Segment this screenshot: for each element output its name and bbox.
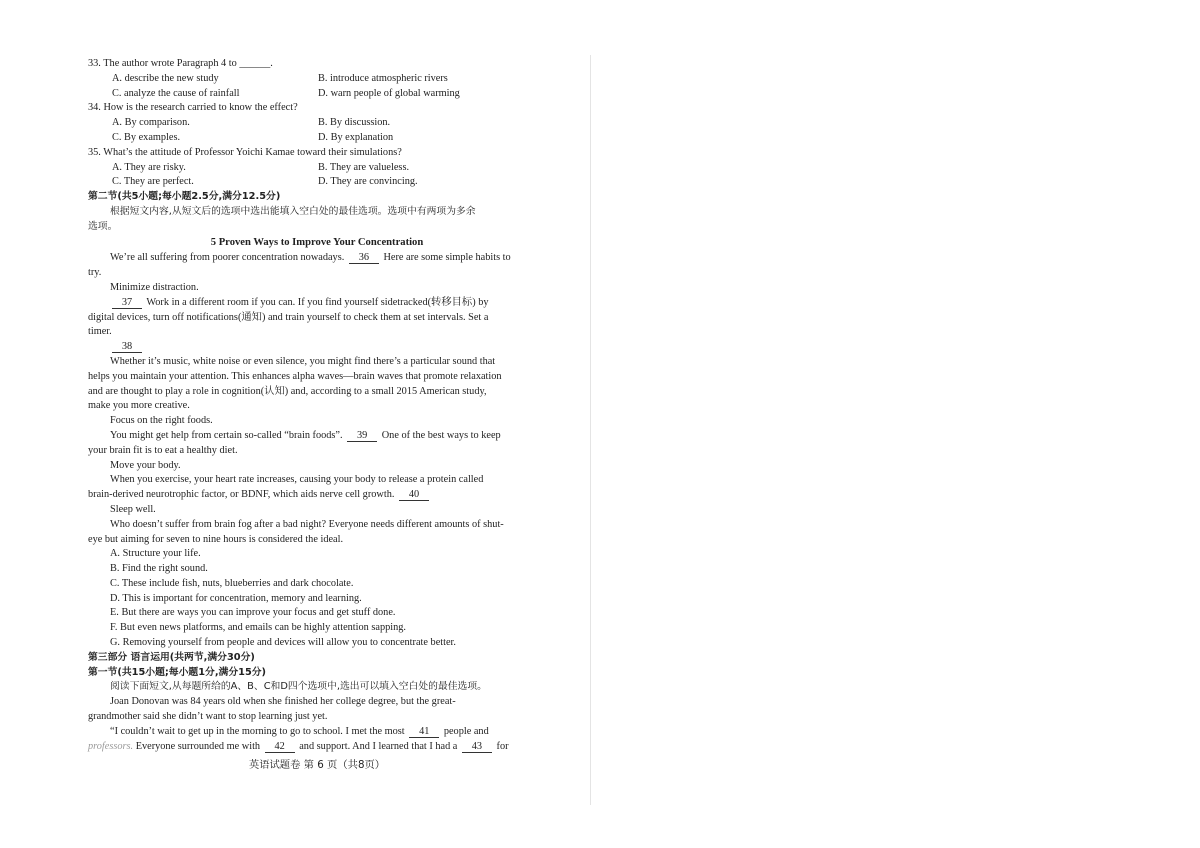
cloze-paragraph-2-cont <box>88 740 546 755</box>
option-d: D. This is important for concentration, memory and learning. <box>110 592 362 604</box>
option-f: F. But even news platforms, and emails can be highly attention sapping. <box>110 622 407 634</box>
cloze-paragraph-1: Joan Donovan was 84 years old when she finished her college degree, but the great- <box>110 696 456 708</box>
paragraph-3: Whether it’s music, white noise or even silence, you might find there’s a particular sound that <box>110 355 496 367</box>
paragraph-2 <box>88 296 546 311</box>
blank-37: 37 <box>112 297 142 309</box>
paragraph-2-end: timer. <box>88 326 112 338</box>
option-c: C. These include fish, nuts, blueberries and dark chocolate. <box>110 577 354 589</box>
question-34-options-row2 <box>88 131 546 146</box>
paragraph-text: We’re all suffering from poorer concentration nowadays. <box>110 252 345 264</box>
subheading-minimize: Minimize distraction. <box>110 281 199 293</box>
option-e: E. But there are ways you can improve your focus and get stuff done. <box>110 607 396 619</box>
question-35-options-row1 <box>88 161 546 176</box>
cloze-paragraph-2 <box>88 725 546 740</box>
part3-instructions: 阅读下面短文,从每题所给的A、B、C和D四个选项中,选出可以填入空白处的最佳选项。 <box>110 681 487 693</box>
question-33-options-row1 <box>88 72 546 87</box>
paragraph-text: Everyone surrounded me with <box>135 740 261 752</box>
option-b: B. By discussion. <box>318 117 391 129</box>
blank-41: 41 <box>409 726 439 738</box>
subheading-foods: Focus on the right foods. <box>110 415 213 427</box>
section2-instructions-cont: 选项。 <box>88 220 118 232</box>
paragraph-text: One of the best ways to keep <box>381 429 501 441</box>
option-d: D. By explanation <box>318 131 394 143</box>
blank-40: 40 <box>399 489 429 501</box>
blank-42: 42 <box>265 741 295 753</box>
option-g: G. Removing yourself from people and devices will allow you to concentrate better. <box>110 637 456 649</box>
option-c: C. They are perfect. <box>112 176 194 188</box>
passage-title: 5 Proven Ways to Improve Your Concentration <box>210 236 424 248</box>
faded-text: professors. <box>88 740 134 752</box>
paragraph-text: Here are some simple habits to <box>383 252 511 264</box>
part3-heading: 第三部分 语言运用(共两节,满分30分) <box>88 651 255 663</box>
option-d: D. They are convincing. <box>318 176 418 188</box>
blank-39: 39 <box>347 430 377 442</box>
blank-36: 36 <box>349 252 379 264</box>
blank-38: 38 <box>112 341 142 353</box>
paragraph-4-cont: your brain fit is to eat a healthy diet. <box>88 444 238 456</box>
part3-subheading: 第一节(共15小题;每小题1分,满分15分) <box>88 666 267 678</box>
question-34-options-row1 <box>88 116 546 131</box>
fold-divider <box>590 55 591 805</box>
option-d: D. warn people of global warming <box>318 87 460 99</box>
paragraph-3-cont: helps you maintain your attention. This enhances alpha waves—brain waves that promote relaxation <box>88 370 502 382</box>
page-content <box>88 57 546 773</box>
option-b: B. They are valueless. <box>318 161 410 173</box>
option-b: B. Find the right sound. <box>110 563 208 575</box>
option-c: C. analyze the cause of rainfall <box>112 87 240 99</box>
option-a: A. describe the new study <box>112 72 219 84</box>
cloze-paragraph-1-cont: grandmother said she didn’t want to stop learning just yet. <box>88 711 328 723</box>
paragraph-6: Who doesn’t suffer from brain fog after a bad night? Everyone needs different amounts of shut- <box>110 518 504 530</box>
subheading-sleep: Sleep well. <box>110 503 156 515</box>
question-35-options-row2 <box>88 175 546 190</box>
option-a: A. Structure your life. <box>110 548 201 560</box>
paragraph-3-cont: and are thought to play a role in cognition(认知) and, according to a small 2015 American study, <box>88 385 487 397</box>
paragraph-text: and support. And I learned that I had a <box>299 740 458 752</box>
paragraph-text: Work in a different room if you can. If you find yourself sidetracked(转移目标) by <box>146 296 489 308</box>
option-c: C. By examples. <box>112 131 181 143</box>
paragraph-5: When you exercise, your heart rate increases, causing your body to release a protein called <box>110 474 484 486</box>
section2-instructions: 根据短文内容,从短文后的选项中选出能填入空白处的最佳选项。选项中有两项为多余 <box>110 205 476 217</box>
paragraph-5-cont <box>88 488 546 503</box>
paragraph-3-end: make you more creative. <box>88 400 190 412</box>
option-b: B. introduce atmospheric rivers <box>318 72 448 84</box>
question-33-stem: 33. The author wrote Paragraph 4 to ______. <box>88 58 273 69</box>
option-a: A. By comparison. <box>112 117 190 129</box>
paragraph-text: people and <box>443 725 489 737</box>
paragraph-1 <box>88 251 546 266</box>
question-34-stem: 34. How is the research carried to know the effect? <box>88 102 298 114</box>
paragraph-text: “I couldn’t wait to get up in the morning to go to school. I met the most <box>110 725 405 737</box>
subheading-blank-38 <box>88 340 546 355</box>
option-a: A. They are risky. <box>112 161 186 173</box>
question-33-options-row2 <box>88 87 546 102</box>
paragraph-2-cont: digital devices, turn off notifications(通知) and train yourself to check them at set intervals. Set a <box>88 311 489 323</box>
paragraph-1-cont: try. <box>88 267 102 279</box>
paragraph-6-cont: eye but aiming for seven to nine hours is considered the ideal. <box>88 533 344 545</box>
paragraph-4 <box>88 429 546 444</box>
page-footer: 英语试题卷 第 6 页（共8页） <box>248 759 386 772</box>
paragraph-text: for <box>496 740 509 752</box>
blank-43: 43 <box>462 741 492 753</box>
paragraph-text: You might get help from certain so-called “brain foods”. <box>110 429 343 441</box>
question-35-stem: 35. What’s the attitude of Professor Yoichi Kamae toward their simulations? <box>88 146 402 158</box>
paragraph-text: brain-derived neurotrophic factor, or BDNF, which aids nerve cell growth. <box>88 489 395 501</box>
section2-heading: 第二节(共5小题;每小题2.5分,满分12.5分) <box>88 191 281 203</box>
subheading-move: Move your body. <box>110 459 181 471</box>
